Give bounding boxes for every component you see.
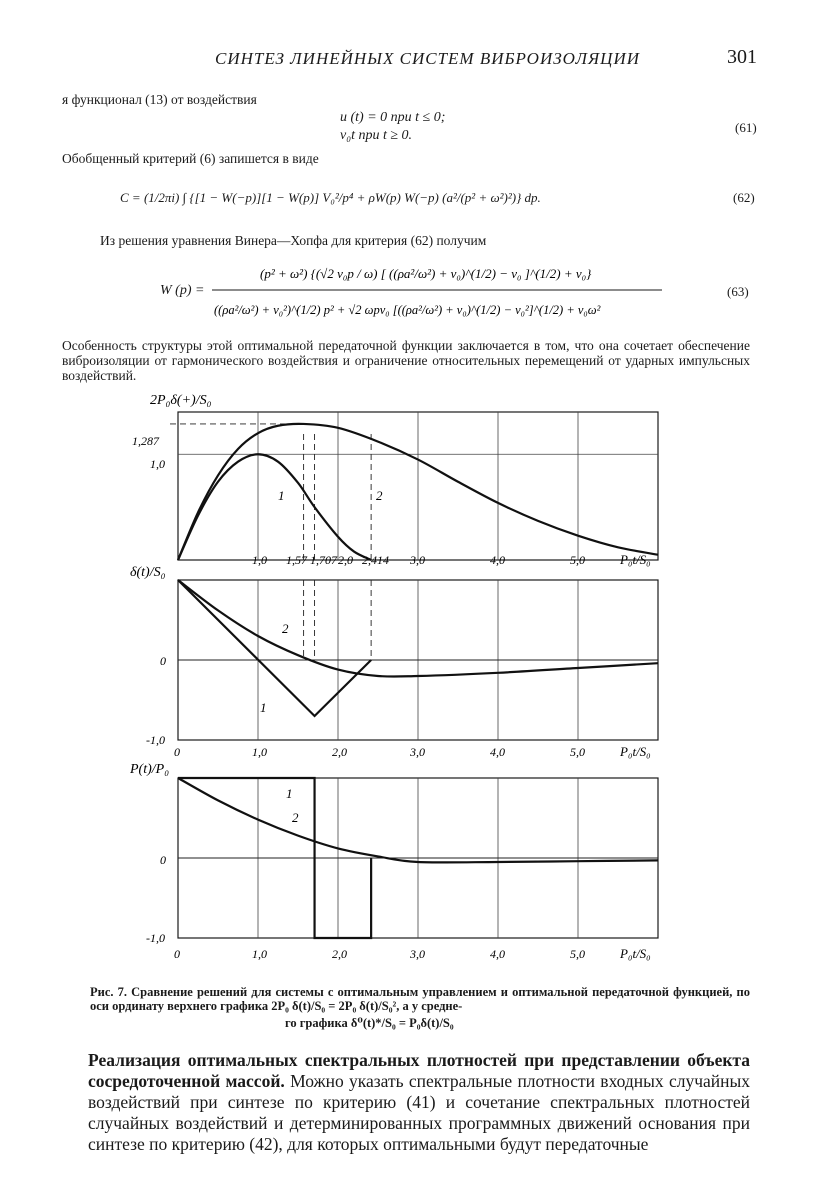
final-paragraph-heading: Реализация оптимальных спектральных плотностей при представлении объекта сосредоточенной массой. [88, 1050, 750, 1091]
plot2-series-1 [178, 580, 371, 716]
equation-62-number: (62) [733, 190, 755, 205]
plot2-curve1-label: 1 [260, 700, 267, 715]
plot3-xtick-4: 4,0 [490, 947, 505, 961]
plot2-xtick-2: 2,0 [332, 745, 347, 759]
plot3-curve1-label: 1 [286, 786, 293, 801]
plot1-xtick-3: 3,0 [410, 553, 425, 567]
plot3-xtick-0: 0 [174, 947, 180, 961]
plot2-xtick-5: 5,0 [570, 745, 585, 759]
svg-text:(p² + ω²) {(√2 v₀p / ω) [ ((ρa: (p² + ω²) {(√2 v₀p / ω) [ ((ρa²/ω²) + v₀)^(1/2) − v₀ ]^(1/2) + v₀} [260, 266, 592, 281]
plot2-xtick-1: 1,0 [252, 745, 267, 759]
plot3-ytick-m1: -1,0 [146, 931, 165, 945]
plot1-y-label: 2P₀δ(+)/S₀ [150, 393, 212, 408]
plot1-xtick-2: 2,0 [338, 553, 353, 567]
plot2-xtick-4: 4,0 [490, 745, 505, 759]
equation-61-number: (61) [735, 120, 757, 135]
plot2-ytick-m1: -1,0 [146, 733, 165, 747]
page-header [0, 40, 822, 76]
page-number: 301 [727, 46, 757, 68]
figure-7-charts [130, 390, 690, 970]
figure-caption-line-1: Рис. 7. Сравнение решений для системы с оптимальным управлением и оптимальной передаточной функцией, по оси ординату верхнего графика 2P₀ δ(t)/S₀ = 2P₀ δ(t)/S₀², а у средне- [90, 985, 750, 1013]
plot1-curve1-label: 1 [278, 488, 285, 503]
plot2-y-label: δ(t)/S₀ [130, 565, 166, 580]
plot3-curve2-label: 2 [292, 810, 299, 825]
plot1-xtick-157: 1,57 [286, 553, 307, 567]
final-paragraph [88, 1050, 750, 1155]
equation-62: C = (1/2πi) ∫ {[1 − W(−p)][1 − W(p)] V₀²/p⁴ + ρW(p) W(−p) (a²/(p² + ω²)²)} dp. [120, 190, 541, 205]
plot3-xtick-1: 1,0 [252, 947, 267, 961]
plot1-ytick-1287: 1,287 [132, 434, 159, 448]
running-title: СИНТЕЗ ЛИНЕЙНЫХ СИСТЕМ ВИБРОИЗОЛЯЦИИ [215, 49, 641, 68]
equation-61-b: v₀t при t ≥ 0. [340, 128, 413, 143]
plot1-curve2-label: 2 [376, 488, 383, 503]
text-line-2: Обобщенный критерий (6) запишется в виде [62, 151, 319, 166]
plot2-x-label: P₀t/S₀ [620, 744, 651, 759]
final-paragraph-body: Можно указать спектральные плотности входных случайных воздействий при синтезе по критерию (41) и сочетание спектральных плотностей случайных воздействий и детерминированных программных движений основания при синтезе по критерию (42), для которых оптимальными будут передаточные [88, 1071, 751, 1154]
plot3-x-label: P₀t/S₀ [620, 946, 651, 961]
plot1-x-label: P₀t/S₀ [620, 552, 651, 567]
plot3-ytick-0: 0 [160, 853, 166, 867]
figure-caption-line-2: го графика δ⁰(t)*/S₀ = P₀δ(t)/S₀ [285, 1016, 454, 1030]
equation-63-lhs: W (p) = [160, 283, 205, 298]
equation-63-formula [210, 254, 670, 330]
equation-61-a: u (t) = 0 при t ≤ 0; [340, 110, 446, 125]
plot2-ytick-0: 0 [160, 654, 166, 668]
plot2-xtick-0: 0 [174, 745, 180, 759]
paragraph-1: Особенность структуры этой оптимальной передаточной функции заключается в том, что она сочетает обеспечение виброизоляции от гармонического воздействия и ограничение относительных перемещений от ударных импульсных воздействий. [62, 338, 750, 383]
plot3-xtick-2: 2,0 [332, 947, 347, 961]
plot1-ytick-1: 1,0 [150, 457, 165, 471]
plot3-y-label: P(t)/P₀ [130, 762, 170, 777]
text-line-3: Из решения уравнения Винера—Хопфа для критерия (62) получим [100, 233, 487, 248]
plot1-series-1 [178, 454, 371, 560]
plot1-xtick-5: 5,0 [570, 553, 585, 567]
equation-63-number: (63) [727, 284, 749, 299]
plot2-xtick-3: 3,0 [410, 745, 425, 759]
plot1-xtick-1707: 1,707 [310, 553, 337, 567]
plot1-xtick-2414: 2,414 [362, 553, 389, 567]
text-line-1: я функционал (13) от воздействия [62, 92, 257, 107]
plot3-xtick-5: 5,0 [570, 947, 585, 961]
plot3-xtick-3: 3,0 [410, 947, 425, 961]
plot1-xtick-1: 1,0 [252, 553, 267, 567]
plot2-curve2-label: 2 [282, 621, 289, 636]
svg-text:((ρa²/ω²) + v₀²)^(1/2) p² + √2: ((ρa²/ω²) + v₀²)^(1/2) p² + √2 ωpv₀ [((ρa²/ω²) + v₀)^(1/2) − v₀²]^(1/2) + v₀ω² [214, 303, 601, 317]
plot1-xtick-4: 4,0 [490, 553, 505, 567]
